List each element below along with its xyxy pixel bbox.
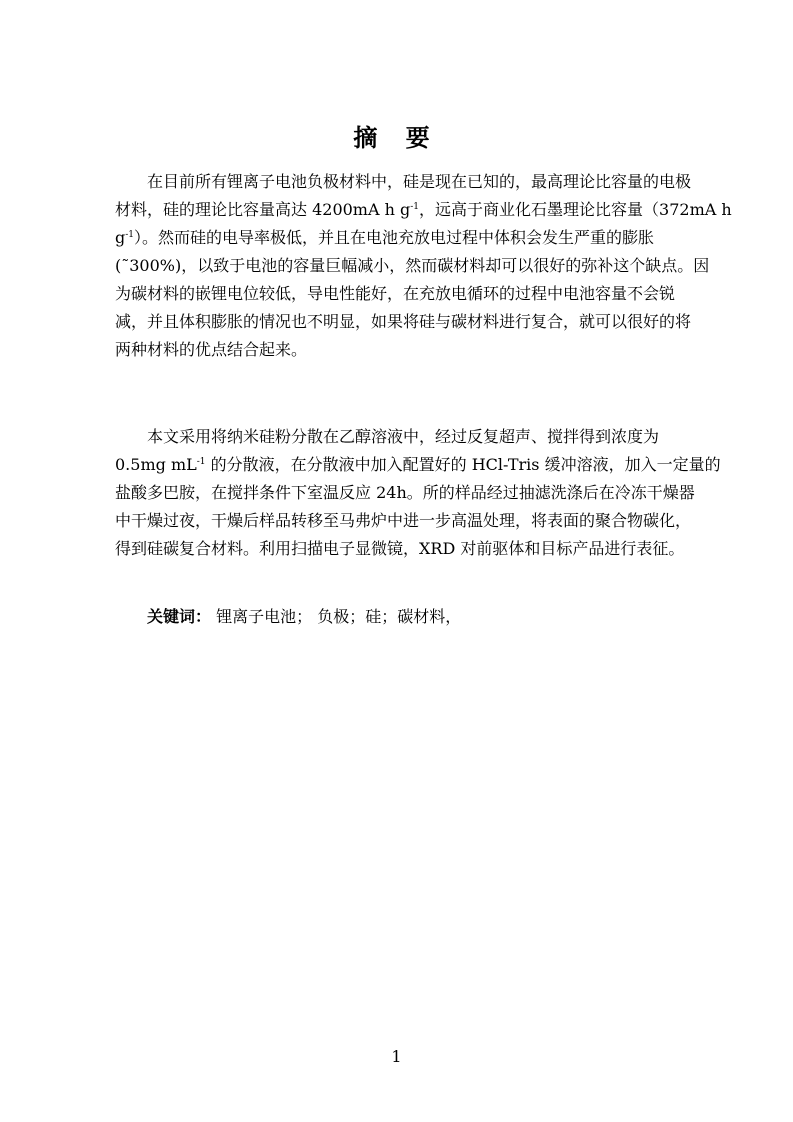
paragraph-line: 材料，硅的理论比容量高达 4200mA h $g^{-1}$，远高于商业化石墨理论比容量（372mA h xyxy=(115,200,732,219)
keywords xyxy=(115,603,698,631)
paragraph-line: $g^{-1}$）。然而硅的电导率极低，并且在电池充放电过程中体积会发生严重的膨胀 xyxy=(115,228,655,247)
paragraph-line: (˜300%)，以致于电池的容量巨幅减小，然而碳材料却可以很好的弥补这个缺点。因 xyxy=(115,256,710,275)
paragraph-line: 为碳材料的嵌锂电位较低，导电性能好，在充放电循环的过程中电池容量不会锐 xyxy=(115,284,676,303)
keywords-line xyxy=(115,603,698,631)
paragraph-line: 0.5mg $mL^{-1}$ 的分散液，在分散液中加入配置好的 HCl-Tris 缓冲溶液，加入一定量的 xyxy=(115,455,721,474)
abstract-paragraph-1 xyxy=(115,168,732,364)
paragraph-line: 得到硅碳复合材料。利用扫描电子显微镜，XRD 对前驱体和目标产品进行表征。 xyxy=(115,539,685,558)
keywords-text: 锂离子电池； 负极；硅；碳材料， xyxy=(211,607,462,626)
paragraph-line: 两种材料的优点结合起来。 xyxy=(115,340,308,359)
keywords-label: 关键词： xyxy=(147,607,212,626)
paragraph-line: 中干燥过夜，干燥后样品转移至马弗炉中进一步高温处理，将表面的聚合物碳化， xyxy=(115,511,692,530)
paragraph-line: 在目前所有锂离子电池负极材料中，硅是现在已知的，最高理论比容量的电极 xyxy=(147,172,692,191)
abstract-paragraph-2 xyxy=(115,423,721,563)
paragraph-line: 本文采用将纳米硅粉分散在乙醇溶液中，经过反复超声、搅拌得到浓度为 xyxy=(147,427,660,446)
paragraph-line: 盐酸多巴胺，在搅拌条件下室温反应 24h。所的样品经过抽滤洗涤后在冷冻干燥器 xyxy=(115,483,695,502)
paragraph-line: 减，并且体积膨胀的情况也不明显，如果将硅与碳材料进行复合，就可以很好的将 xyxy=(115,312,692,331)
page-number: 1 xyxy=(391,1047,402,1066)
abstract-title: 摘 要 xyxy=(353,123,440,152)
